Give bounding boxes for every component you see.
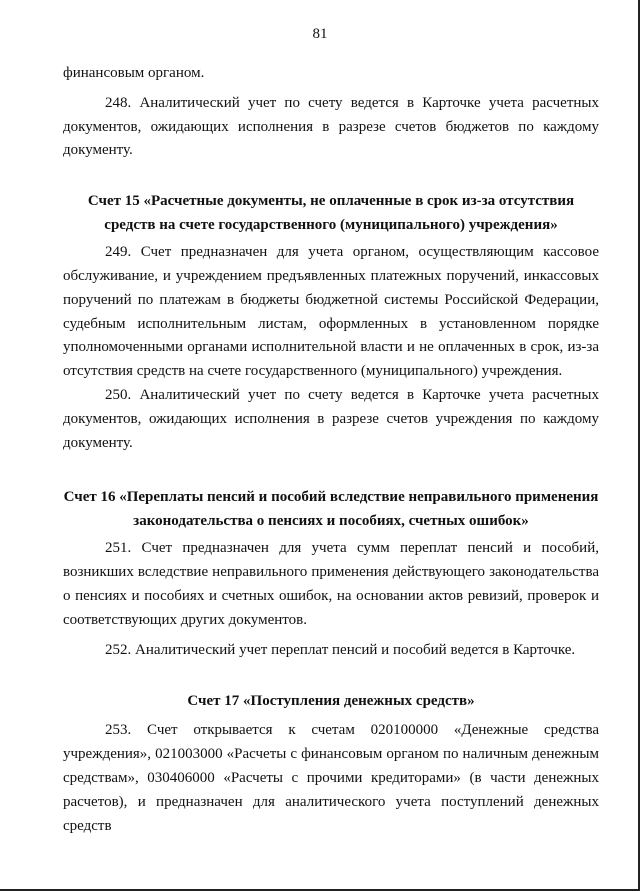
- heading-account-15: Счет 15 «Расчетные документы, не оплаченные в срок из-за отсутствия средств на счете государственного (муниципального) учреждения»: [87, 193, 575, 234]
- paragraph-248: 248. Аналитический учет по счету ведется в Карточке учета расчетных документов, ожидающих исполнения в разрезе счетов бюджетов по каждому документу.: [63, 94, 599, 159]
- document-body: [63, 62, 599, 838]
- page-number: 81: [312, 26, 328, 42]
- paragraph-250: 250. Аналитический учет по счету ведется в Карточке учета расчетных документов, ожидающих исполнения в разрезе счетов учреждения по каждому документу.: [63, 386, 599, 451]
- paragraph-252: 252. Аналитический учет переплат пенсий и пособий ведется в Карточке.: [105, 641, 576, 658]
- heading-account-16: Счет 16 «Переплаты пенсий и пособий вследствие неправильного применения законодательства о пенсиях и пособиях, счетных ошибок»: [63, 489, 599, 530]
- paragraph-251: 251. Счет предназначен для учета сумм переплат пенсий и пособий, возникших вследствие неправильного применения действующего законодательства о пенсиях и пособиях и счетных ошибок, на основании актов ревизий, проверок и соответствующих других документов.: [63, 540, 599, 628]
- paragraph-continuation: финансовым органом.: [63, 65, 205, 81]
- paragraph-253: 253. Счет открывается к счетам 020100000 «Денежные средства учреждения», 021003000 «Расчеты с финансовым органом по наличным денежным средствам», 030406000 «Расчеты с прочими кредиторами» (в части денежных расчетов), и предназначен для аналитического учета поступлений денежных средств: [63, 722, 599, 834]
- heading-account-17: Счет 17 «Поступления денежных средств»: [187, 693, 475, 710]
- paragraph-249: 249. Счет предназначен для учета органом, осуществляющим кассовое обслуживание, и учреждением предъявленных платежных поручений, инкассовых поручений по платежам в бюджеты бюджетной системы Российской Федерации, судебным исполнительным листам, оформленных в установленном порядке уполномоченными органами исполнительной власти и не оплаченных в срок, из-за отсутствия средств на счете государственного (муниципального) учреждения.: [63, 244, 599, 380]
